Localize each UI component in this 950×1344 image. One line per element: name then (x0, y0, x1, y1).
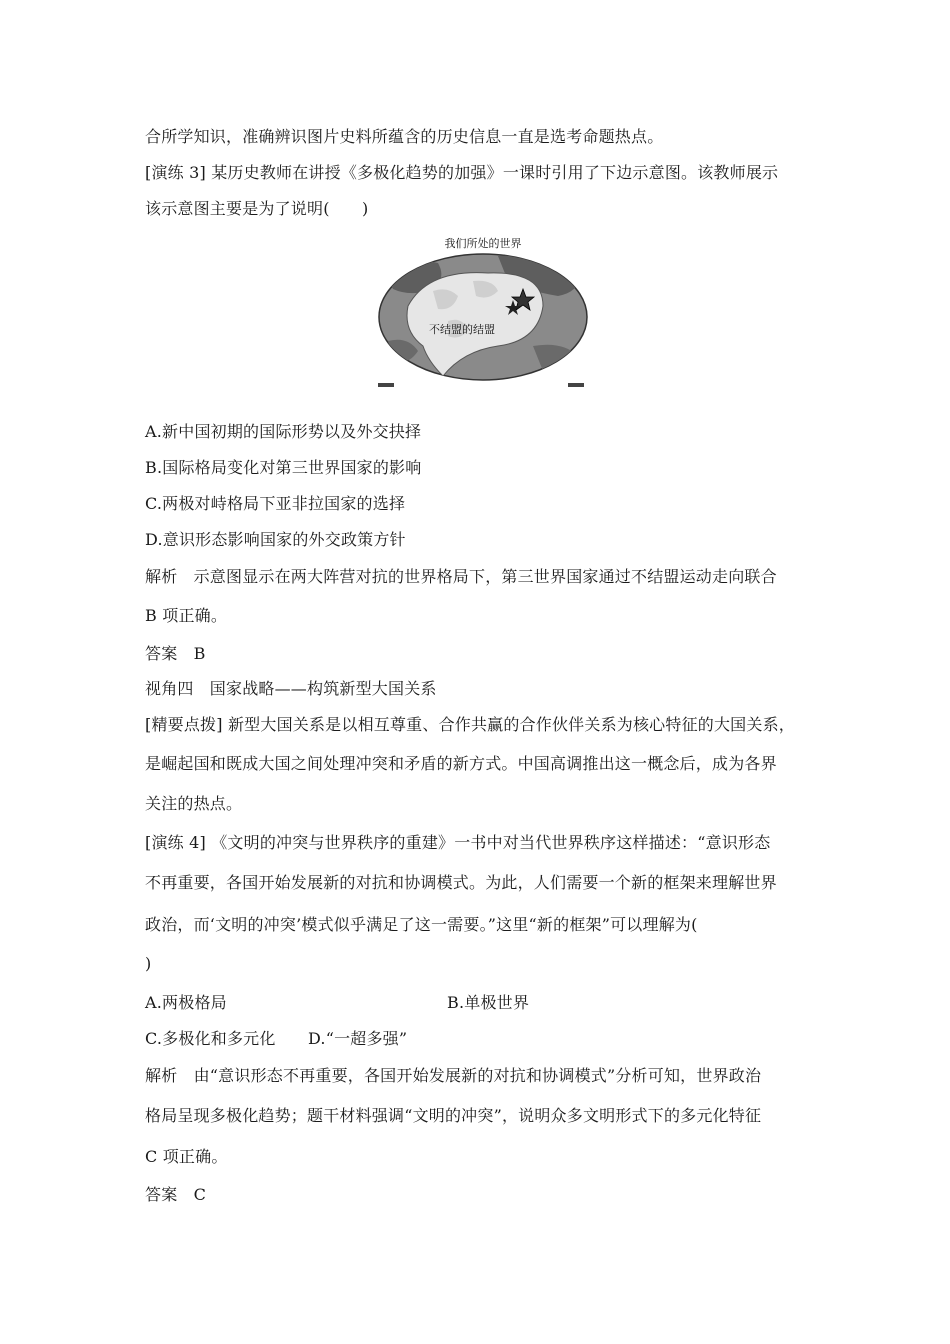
exercise-3-stem-line-2: 该示意图主要是为了说明( ) (145, 199, 369, 218)
exercise-3-stem-line-1: [演练 3] 某历史教师在讲授《多极化趋势的加强》一课时引用了下边示意图。该教师展示 (145, 163, 779, 182)
key-points-line-1: [精要点拨] 新型大国关系是以相互尊重、合作共赢的合作伙伴关系为核心特征的大国关系， (145, 715, 795, 734)
exercise-4-stem-line-4: ) (145, 954, 152, 973)
world-map-image (378, 251, 588, 390)
key-points-line-2: 是崛起国和既成大国之间处理冲突和矛盾的新方式。中国高调推出这一概念后，成为各界 (145, 754, 777, 773)
option-a-4: A.两极格局 (145, 993, 227, 1012)
section-heading-4: 视角四 国家战略——构筑新型大国关系 (145, 679, 437, 698)
options-cd-4: C.多极化和多元化 D.“一超多强” (145, 1029, 408, 1048)
exercise-4-stem-line-3: 政治，而‘文明的冲突’模式似乎满足了这一需要。”这里“新的框架”可以理解为( (145, 915, 698, 934)
exercise-4-stem-line-2: 不再重要，各国开始发展新的对抗和协调模式。为此，人们需要一个新的框架来理解世界 (145, 873, 777, 892)
analysis-4-line-1: 解析 由“意识形态不再重要，各国开始发展新的对抗和协调模式”分析可知，世界政治 (145, 1066, 762, 1085)
option-b-4: B.单极世界 (447, 993, 530, 1012)
figure-region-label: 不结盟的结盟 (429, 323, 495, 336)
option-a-3: A.新中国初期的国际形势以及外交抉择 (145, 422, 422, 441)
line-1: 合所学知识，准确辨识图片史料所蕴含的历史信息一直是选考命题热点。 (145, 127, 664, 146)
figure-title: 我们所处的世界 (444, 237, 522, 250)
world-map-figure (378, 237, 588, 390)
option-b-3: B.国际格局变化对第三世界国家的影响 (145, 458, 422, 477)
option-d-3: D.意识形态影响国家的外交政策方针 (145, 530, 406, 549)
analysis-4-line-3: C 项正确。 (145, 1147, 228, 1166)
exercise-4-stem-line-1: [演练 4] 《文明的冲突与世界秩序的重建》一书中对当代世界秩序这样描述：“意识形态 (145, 833, 771, 852)
answer-4: 答案 C (145, 1185, 207, 1204)
option-c-3: C.两极对峙格局下亚非拉国家的选择 (145, 494, 406, 513)
analysis-3-line-1: 解析 示意图显示在两大阵营对抗的世界格局下，第三世界国家通过不结盟运动走向联合 (145, 567, 777, 586)
key-points-line-3: 关注的热点。 (145, 794, 243, 813)
analysis-3-line-2: B 项正确。 (145, 606, 228, 625)
analysis-4-line-2: 格局呈现多极化趋势；题干材料强调“文明的冲突”，说明众多文明形式下的多元化特征 (145, 1106, 762, 1125)
answer-3: 答案 B (145, 644, 206, 663)
